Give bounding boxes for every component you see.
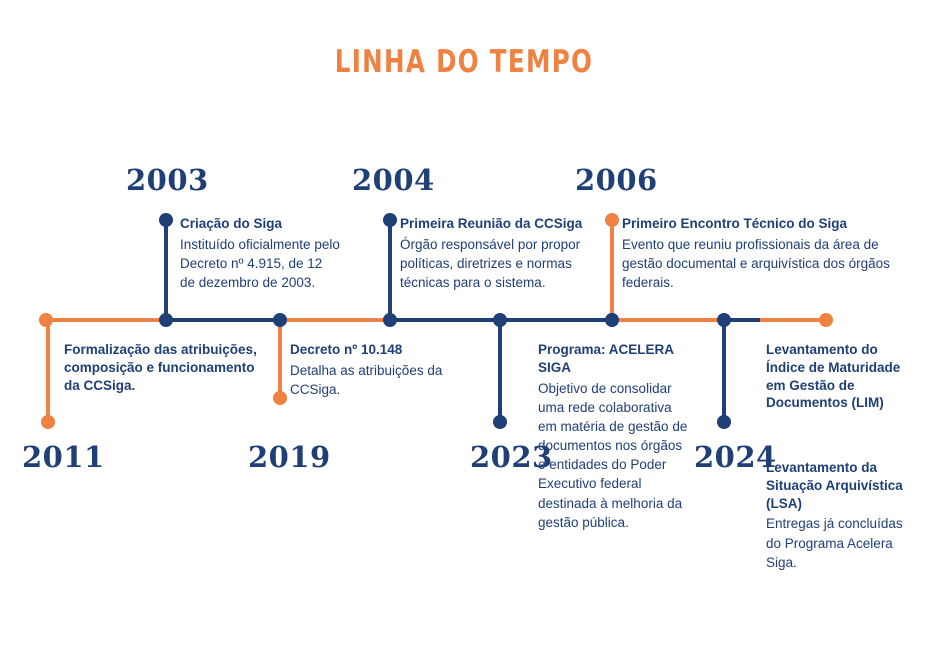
entry-2023-body: Objetivo de consolidar uma rede colaborativa em matéria de gestão de documentos nos órgãos e entidades do Poder Executivo federal destinada à melhoria da gestão pública. [538, 380, 688, 530]
year-label-2011: 2011 [22, 440, 105, 474]
year-label-2024: 2024 [694, 440, 777, 474]
dot-node-612 [605, 313, 619, 327]
dot-node-390 [383, 313, 397, 327]
entry-2003-body: Instituído oficialmente pelo Decreto nº 4.915, de 12 de dezembro de 2003. [180, 236, 340, 291]
dot-node-280 [273, 313, 287, 327]
dot-2023 [493, 415, 507, 429]
entry-2006 [622, 215, 912, 292]
dot-spine-left-end [39, 313, 53, 327]
entry-2024-lim [766, 341, 911, 414]
year-label-2003: 2003 [126, 163, 209, 197]
entry-2024-lim-heading: Levantamento do Índice de Maturidade em Gestão de Documentos (LIM) [766, 342, 901, 411]
dot-node-500 [493, 313, 507, 327]
dot-node-166 [159, 313, 173, 327]
entry-2003 [180, 215, 340, 292]
entry-2024-lsa-body: Entregas já concluídas do Programa Acelera Siga. [766, 516, 903, 570]
year-label-2006: 2006 [575, 163, 658, 197]
entry-2011-heading: Formalização das atribuições, composição e funcionamento da CCSiga. [64, 342, 257, 393]
dot-2024 [717, 415, 731, 429]
entry-2004-heading: Primeira Reunião da CCSiga [400, 216, 583, 231]
dot-2019 [273, 391, 287, 405]
entry-2011 [64, 341, 264, 396]
dot-2006 [605, 213, 619, 227]
year-label-2023: 2023 [470, 440, 553, 474]
dot-2004 [383, 213, 397, 227]
entry-2006-body: Evento que reuniu profissionais da área de gestão documental e arquivística dos órgãos federais. [622, 236, 890, 291]
entry-2024-lsa-heading: Levantamento da Situação Arquivística (LSA) [766, 460, 903, 511]
entry-2023-heading: Programa: ACELERA SIGA [538, 342, 674, 375]
entry-2004-body: Órgão responsável por propor políticas, diretrizes e normas técnicas para o sistema. [400, 236, 581, 291]
dot-node-724 [717, 313, 731, 327]
year-label-2004: 2004 [352, 163, 435, 197]
year-label-2019: 2019 [248, 440, 331, 474]
dot-2011 [41, 415, 55, 429]
page-title: LINHA DO TEMPO [334, 44, 594, 80]
entry-2019-heading: Decreto nº 10.148 [290, 342, 403, 357]
entry-2023 [538, 341, 690, 532]
entry-2006-heading: Primeiro Encontro Técnico do Siga [622, 216, 848, 231]
dot-2003 [159, 213, 173, 227]
entry-2024-lsa [766, 459, 911, 572]
entry-2004 [400, 215, 605, 292]
dot-spine-right-end [819, 313, 833, 327]
entry-2019-body: Detalha as atribuições da CCSiga. [290, 362, 443, 397]
entry-2003-heading: Criação do Siga [180, 216, 283, 231]
entry-2019 [290, 341, 460, 399]
